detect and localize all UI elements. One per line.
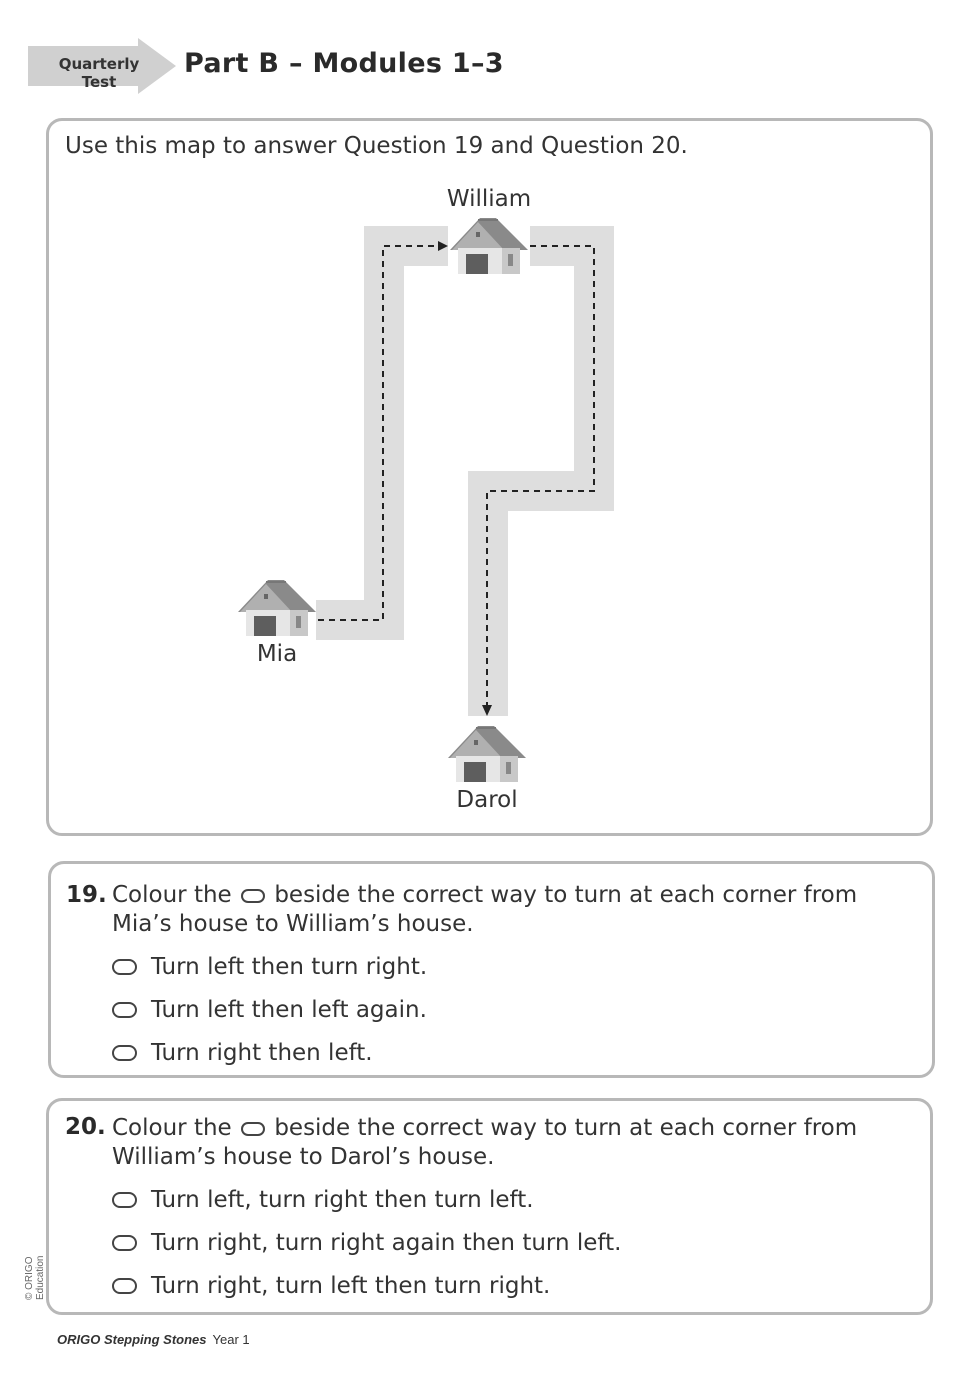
q20-option-3-text: Turn right, turn left then turn right. bbox=[151, 1273, 551, 1299]
answer-oval[interactable] bbox=[112, 1002, 137, 1018]
q20-option-2-text: Turn right, turn right again then turn left. bbox=[151, 1230, 622, 1256]
question-20-number: 20. bbox=[65, 1114, 106, 1140]
q19-option-1-text: Turn left then turn right. bbox=[151, 954, 428, 980]
q19-option-2-text: Turn left then left again. bbox=[151, 997, 427, 1023]
answer-oval[interactable] bbox=[112, 1045, 137, 1061]
map-intro: Use this map to answer Question 19 and Question 20. bbox=[65, 133, 688, 159]
page-title: Part B – Modules 1–3 bbox=[184, 48, 504, 79]
q19-option-3-text: Turn right then left. bbox=[151, 1040, 373, 1066]
question-19-text bbox=[112, 881, 922, 939]
answer-oval[interactable] bbox=[112, 1235, 137, 1251]
answer-oval-icon bbox=[241, 1122, 265, 1136]
tag-label: Quarterly Test bbox=[58, 55, 140, 91]
footer-year: Year 1 bbox=[212, 1332, 250, 1347]
darol-label: Darol bbox=[456, 787, 518, 813]
footer-brand: ORIGO Stepping Stones bbox=[57, 1332, 207, 1347]
q20-option-1-text: Turn left, turn right then turn left. bbox=[151, 1187, 534, 1213]
william-label: William bbox=[446, 186, 532, 212]
answer-oval[interactable] bbox=[112, 1192, 137, 1208]
copyright: © ORIGO Education bbox=[24, 1255, 46, 1300]
question-19-text-before: Colour the bbox=[112, 882, 232, 908]
q20-option-2[interactable] bbox=[112, 1228, 621, 1258]
mia-label: Mia bbox=[256, 641, 298, 667]
darol-house-icon bbox=[448, 726, 526, 782]
footer bbox=[57, 1332, 250, 1347]
question-20-text-before: Colour the bbox=[112, 1115, 232, 1141]
question-19-number: 19. bbox=[66, 882, 107, 908]
q19-option-2[interactable] bbox=[112, 995, 427, 1025]
answer-oval[interactable] bbox=[112, 959, 137, 975]
question-20-text bbox=[112, 1114, 922, 1172]
mia-house-icon bbox=[238, 580, 316, 636]
william-house-icon bbox=[450, 218, 528, 274]
answer-oval[interactable] bbox=[112, 1278, 137, 1294]
q20-option-1[interactable] bbox=[112, 1185, 534, 1215]
q20-option-3[interactable] bbox=[112, 1271, 550, 1301]
answer-oval-icon bbox=[241, 889, 265, 903]
question-20-text-after: beside the correct way to turn at each corner from William’s house to Darol’s house. bbox=[112, 1115, 858, 1170]
q19-option-3[interactable] bbox=[112, 1038, 373, 1068]
road bbox=[316, 226, 614, 716]
q19-option-1[interactable] bbox=[112, 952, 427, 982]
question-19-text-after: beside the correct way to turn at each corner from Mia’s house to William’s house. bbox=[112, 882, 858, 937]
